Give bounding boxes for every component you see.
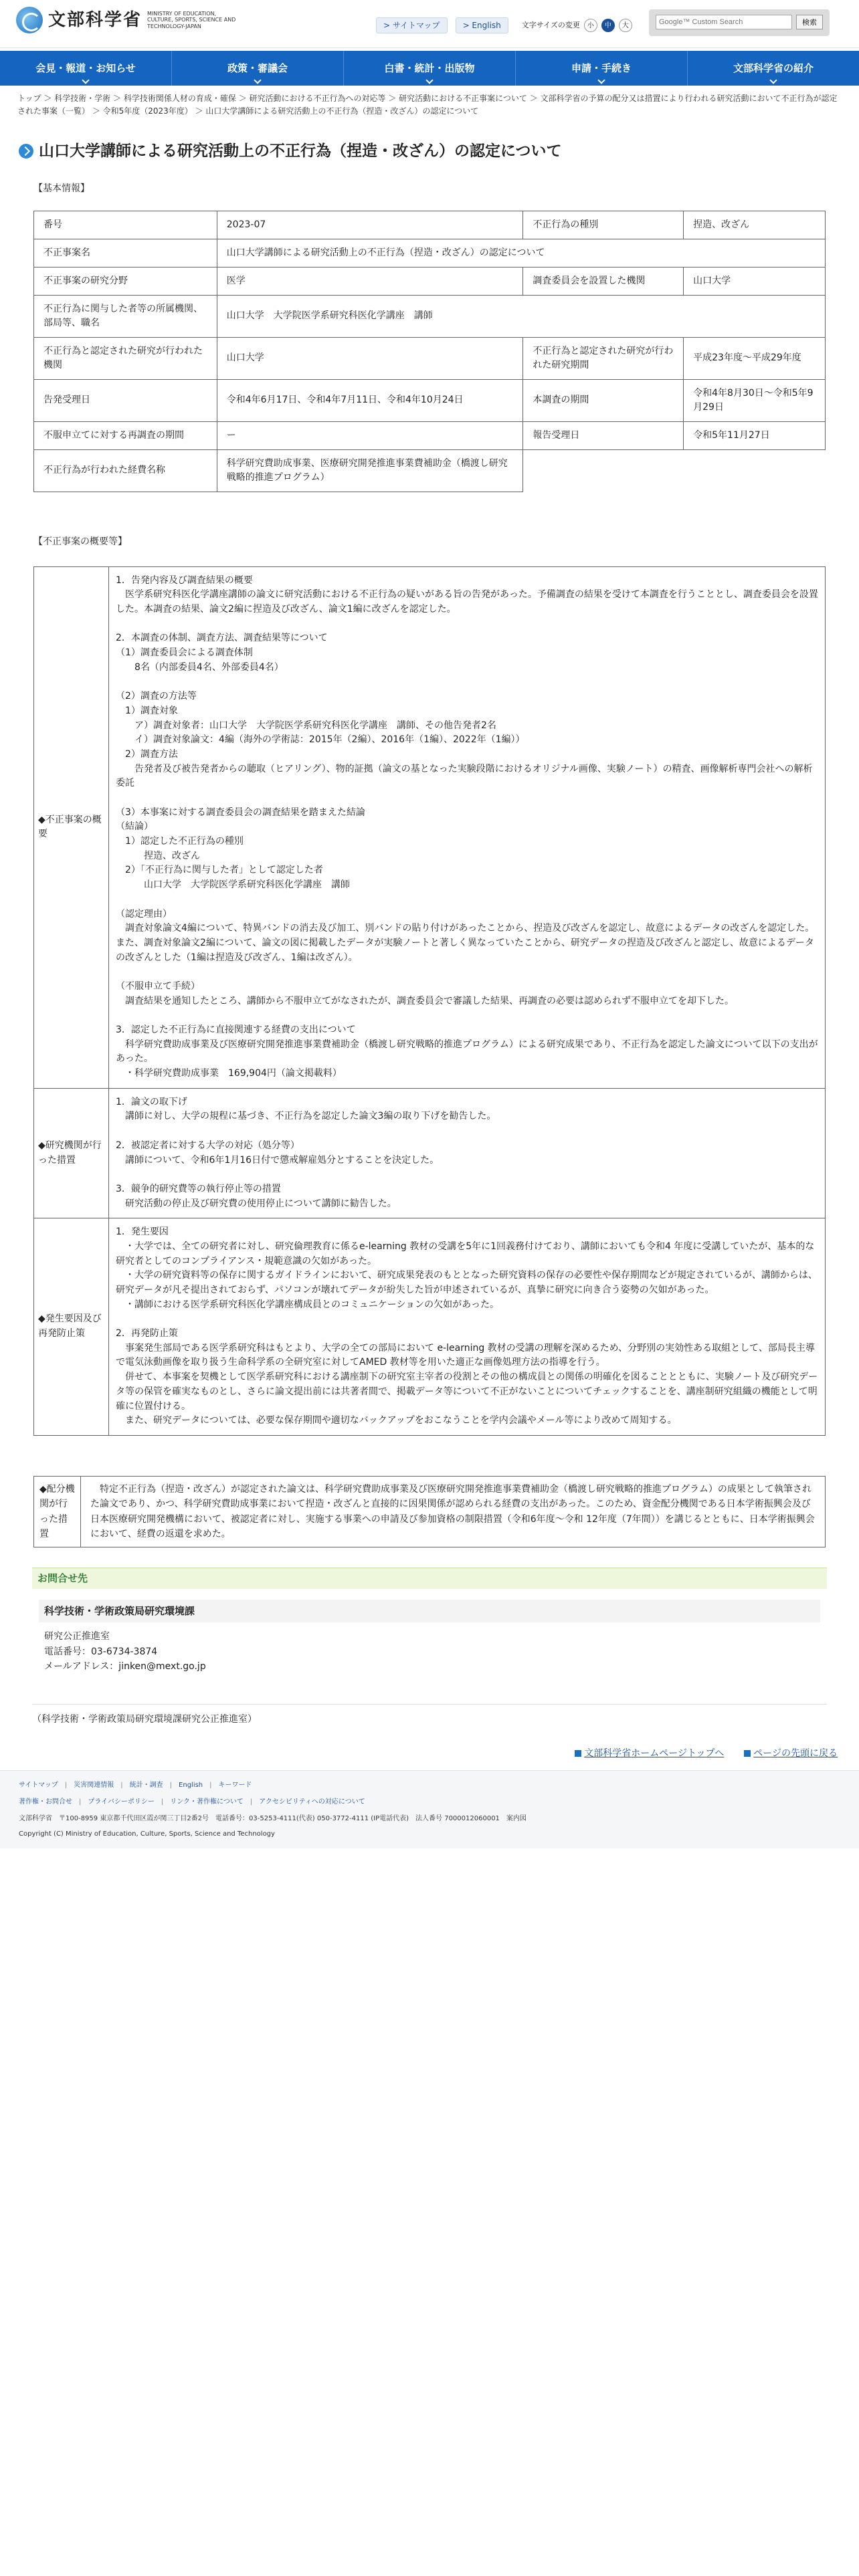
footer-address: 文部科学省 〒100-8959 東京都千代田区霞が関三丁目2番2号 電話番号：03-5253-4111(代表) 050-3772-4111 (IP電話代表) 法人番号 7000012060001 案内図: [19, 1814, 527, 1822]
table-cell: 1．告発内容及び調査結果の概要 医学系研究科医化学講座講師の論文に研究活動における不正行為の疑いがある旨の告発があった。予備調査の結果を受けて本調査を行うこととし、調査委員会を設置した。本調査の結果、論文2編に捏造及び改ざん、論文1編に改ざんを認定した。 2．本調査の体制、調査方法、調査結果等について （1）調査委員会による調査体制 8名（内部委員4名、外部委員4名） （2）調査の方法等 1）調査対象 ア）調査対象者：山口大学 大学院医学系研究科医化学講座 講師、その他告発者2名 イ）調査対象論文：4編（海外の学術誌：2015年（2編）、2016年（1編）、2022年（1編）） 2）調査方法 告発者及び被告発者からの聴取（ヒアリング）、物的証拠（論文の基となった実験段階におけるオリジナル画像、実験ノート）の精査、画像解析専門会社への解析委託 （3）本事案に対する調査委員会の調査結果を踏まえた結論 （結論） 1）認定した不正行為の種別 捏造、改ざん 2）「不正行為に関与した者」として認定した者 山口大学 大学院医学系研究科医化学講座 講師 （認定理由） 調査対象論文4編について、特異バンドの消去及び加工、別バンドの貼り付けがあったことから、捏造及び改ざんを認定し、故意によるデータの改ざんを認定した。また、調査対象論文2編について、論文の図に掲載したデータが実験ノートと著しく異なっていたことから、研究データの捏造及び改ざんと認定し、故意によるデータの改ざんとした（1編は捏造及び改ざん、1編は改ざん）。 （不服申立て手続） 調査結果を通知したところ、講師から不服申立てがなされたが、調査委員会で審議した結果、再調査の必要は認められず不服申立てを却下した。 3．認定した不正行為に直接関連する経費の支出について 科学研究費助成事業及び医療研究開発推進事業費補助金（橋渡し研究戦略的推進プログラム）による研究成果であり、不正行為を認定した論文について以下の支出があった。 ・科学研究費助成事業 169,904円（論文掲載料）: [109, 566, 826, 1088]
table-header-cell: 番号: [34, 211, 217, 239]
gnav-label: 白書・統計・出版物: [384, 62, 475, 74]
footer-link[interactable]: アクセシビリティへの対応について: [259, 1798, 365, 1806]
site-header: [0, 0, 859, 48]
breadcrumb[interactable]: トップ ＞ 科学技術・学術 ＞ 科学技術関係人材の育成・確保 ＞ 研究活動における不正行為への対応等 ＞ 研究活動における不正事案について ＞ 文部科学省の予算の配分又は措置により行われる研究活動において不正行為が認定された事案（一覧） ＞ 令和5年度（2023年度） ＞ 山口大学講師による研究活動上の不正行為（捏造・改ざん）の認定について: [17, 94, 838, 116]
table-header-cell: 不正行為の種別: [523, 211, 684, 239]
home-link-wrap[interactable]: [575, 1747, 724, 1761]
contact-body: 研究公正推進室 電話番号：03-6734-3874 メールアドレス：jinken@mext.go.jp: [44, 1631, 206, 1673]
table-cell: 平成23年度〜平成29年度: [684, 337, 826, 379]
fund-measure-table: [33, 1476, 826, 1548]
footer-link[interactable]: リンク・著作権について: [170, 1798, 244, 1806]
arrow-up-icon: [744, 1750, 751, 1757]
table-header-cell: 報告受理日: [523, 421, 684, 449]
table-row: [34, 211, 826, 239]
footer-link[interactable]: サイトマップ: [19, 1781, 58, 1789]
english-link[interactable]: > English: [456, 17, 508, 33]
table-cell: 科学研究費助成事業、医療研究開発推進事業費補助金（橋渡し研究戦略的推進プログラム）: [217, 449, 523, 492]
table-cell: 1．発生要因 ・大学では、全ての研究者に対し、研究倫理教育に係るe-learning 教材の受講を5年に1回義務付けており、講師においても令和4 年度に受講していたが、基本的な研究者としてのコンプライアンス・規範意識の欠如があった。 ・大学の研究資料等の保存に関するガイドラインにおいて、研究成果発表のもととなった研究資料の保存の必要性や保存期間などが規定されているが、講師からは、研究データが凡そ提出されておらず、パソコンが壊れてデータが紛失した旨が申述されているが、真摯に研究に向き合う姿勢の欠如があった。 ・講師における医学系研究科医化学講座構成員とのコミュニケーションの欠如があった。 2．再発防止策 事案発生部局である医学系研究科はもとより、大学の全ての部局において e-learning 教材の受講の理解を深めるため、分野別の実効性ある取組として、部局長主導で電気泳動画像を取り扱う生命科学系の全研究室に対してAMED 教材等を用いた適正な画像処理方法の指導を行う。 併せて、本事案を契機として医学系研究科における講座制下の研究室主宰者の役割とその他の構成員との関係の明確化を図ることとともに、実験ノート及び研究データ等の保管を確実なものとし、さらに論文提出前には共著者間で、掲載データ等について不正がないことについてチェックすることを、講座制研究組織の機能として明確に位置付ける。 また、研究データについては、必要な保存期間や適切なバックアップをおこなうことを学内会議やメール等により改めて周知する。: [109, 1218, 826, 1436]
global-nav: [0, 51, 859, 86]
fontsize-large-button[interactable]: 大: [619, 19, 632, 32]
gnav-item-press[interactable]: [0, 51, 172, 86]
arrow-icon: [575, 1750, 581, 1757]
gnav-item-policy[interactable]: [172, 51, 344, 86]
table-cell: 2023-07: [217, 211, 523, 239]
chevron-down-icon: [769, 76, 777, 84]
table-cell: 令和5年11月27日: [684, 421, 826, 449]
logo-en: MINISTRY OF EDUCATION, CULTURE, SPORTS, SCIENCE AND TECHNOLOGY-JAPAN: [147, 10, 236, 29]
table-header-cell: 不正行為と認定された研究が行われた機関: [34, 337, 217, 379]
search-button[interactable]: 検索: [796, 15, 823, 29]
table-cell: 令和4年6月17日、令和4年7月11日、令和4年10月24日: [217, 379, 523, 421]
summary-table: [33, 566, 826, 1436]
table-cell: 特定不正行為（捏造・改ざん）が認定された論文は、科学研究費助成事業及び医療研究開発推進事業費補助金（橋渡し研究戦略的推進プログラム）の成果として執筆された論文であり、かつ、科学研究費助成事業において捏造・改ざんと直接的に因果関係が認められる経費の支出があった。このため、資金配分機関である日本学術振興会及び日本医療研究開発機構において、被認定者に対し、実施する事業への申請及び参加資格の制限措置（令和6年度〜令和 12年度（7年間））を講じるとともに、日本学術振興会において、経費の返還を求めた。: [81, 1476, 826, 1547]
table-cell: 山口大学 大学院医学系研究科医化学講座 講師: [217, 295, 825, 337]
gnav-label: 会見・報道・お知らせ: [35, 62, 136, 74]
gnav-label: 文部科学省の紹介: [733, 62, 814, 74]
gnav-label: 政策・審議会: [227, 62, 288, 74]
page-title-text: 山口大学講師による研究活動上の不正行為（捏造・改ざん）の認定について: [39, 142, 562, 160]
table-header-cell: 不正行為と認定された研究が行われた研究期間: [523, 337, 684, 379]
gnav-label: 申請・手続き: [571, 62, 632, 74]
logo-text: 文部科学省: [48, 9, 142, 30]
footer-link[interactable]: 統計・調査: [129, 1781, 163, 1789]
table-header-cell: ◆発生要因及び再発防止策: [34, 1218, 109, 1436]
chevron-down-icon: [597, 76, 605, 84]
table-cell: 山口大学: [217, 337, 523, 379]
table-cell: 捏造、改ざん: [684, 211, 826, 239]
gnav-item-application[interactable]: [516, 51, 688, 86]
table-row: [34, 566, 826, 1088]
footer-link[interactable]: プライバシーポリシー: [88, 1798, 155, 1806]
fontsize-control: [522, 19, 632, 32]
empty-cell: [523, 449, 826, 492]
arrow-circle-icon: [19, 144, 33, 158]
chevron-down-icon: [82, 76, 89, 84]
chevron-down-icon: [425, 76, 433, 84]
fontsize-medium-button[interactable]: 中: [601, 19, 615, 32]
table-header-cell: 不正行為が行われた経費名称: [34, 449, 217, 492]
table-row: [34, 1088, 826, 1218]
table-cell: 医学: [217, 267, 523, 295]
table-row: [34, 421, 826, 449]
footer-links-row2: 著作権・お問合せ | プライバシーポリシー | リンク・著作権について | アクセシビリティへの対応について: [19, 1798, 365, 1806]
table-header-cell: 不正行為に関与した者等の所属機関、部局等、職名: [34, 295, 217, 337]
table-row: [34, 449, 826, 492]
table-row: [34, 295, 826, 337]
table-header-cell: ◆配分機関が行った措置: [34, 1476, 81, 1547]
basic-info-label: 【基本情報】: [33, 183, 90, 194]
gnav-item-about[interactable]: [688, 51, 859, 86]
home-link[interactable]: 文部科学省ホームページトップへ: [584, 1747, 725, 1759]
fontsize-label: 文字サイズの変更: [521, 20, 580, 29]
table-header-cell: 本調査の期間: [523, 379, 684, 421]
basic-info-table: [33, 211, 826, 492]
top-link-wrap[interactable]: [744, 1747, 838, 1761]
table-cell: 令和4年8月30日〜令和5年9月29日: [684, 379, 826, 421]
table-row: [34, 1476, 826, 1547]
contact-dept: 科学技術・学術政策局研究環境課: [39, 1600, 820, 1623]
back-links: [21, 1747, 838, 1761]
table-row: [34, 267, 826, 295]
fontsize-small-button[interactable]: 小: [584, 19, 597, 32]
table-cell: 山口大学講師による研究活動上の不正行為（捏造・改ざん）の認定について: [217, 239, 825, 267]
table-header-cell: 不正事案の研究分野: [34, 267, 217, 295]
footer-link[interactable]: キーワード: [218, 1781, 252, 1789]
responsible-dept: （科学技術・学術政策局研究環境課研究公正推進室）: [32, 1704, 827, 1727]
table-header-cell: 不服申立てに対する再調査の期間: [34, 421, 217, 449]
site-logo[interactable]: [16, 7, 241, 33]
header-links: [376, 17, 632, 33]
chevron-down-icon: [254, 76, 261, 84]
table-header-cell: ◆研究機関が行った措置: [34, 1088, 109, 1218]
table-row: [34, 1218, 826, 1436]
mext-logo-icon: [16, 7, 43, 33]
table-row: [34, 379, 826, 421]
footer-links-row1: サイトマップ | 災害関連情報 | 統計・調査 | English | キーワード: [19, 1781, 252, 1789]
sitemap-link[interactable]: > サイトマップ: [376, 17, 448, 33]
table-header-cell: ◆不正事案の概要: [34, 566, 109, 1088]
contact-title: お問合せ先: [32, 1568, 827, 1589]
page-top-link[interactable]: ページの先頭に戻る: [753, 1747, 838, 1759]
table-row: [34, 239, 826, 267]
copyright: Copyright (C) Ministry of Education, Culture, Sports, Science and Technology: [19, 1830, 275, 1838]
footer-link[interactable]: 著作権・お問合せ: [19, 1798, 72, 1806]
search-input[interactable]: [656, 15, 792, 29]
table-header-cell: 調査委員会を設置した機関: [523, 267, 684, 295]
page-title: [19, 140, 840, 163]
table-cell: ー: [217, 421, 523, 449]
site-footer: [0, 1770, 859, 1848]
summary-label: 【不正事案の概要等】: [33, 536, 127, 547]
table-row: [34, 337, 826, 379]
search-box: [649, 9, 830, 36]
table-cell: 1．論文の取下げ 講師に対し、大学の規程に基づき、不正行為を認定した論文3編の取り下げを勧告した。 2．被認定者に対する大学の対応（処分等） 講師について、令和6年1月16日付で懲戒解雇処分とすることを決定した。 3．競争的研究費等の執行停止等の措置 研究活動の停止及び研究費の使用停止について講師に勧告した。: [109, 1088, 826, 1218]
table-header-cell: 不正事案名: [34, 239, 217, 267]
footer-link[interactable]: English: [179, 1781, 203, 1789]
gnav-item-whitepaper[interactable]: [344, 51, 516, 86]
table-cell: 山口大学: [684, 267, 826, 295]
table-header-cell: 告発受理日: [34, 379, 217, 421]
footer-link[interactable]: 災害関連情報: [74, 1781, 114, 1789]
